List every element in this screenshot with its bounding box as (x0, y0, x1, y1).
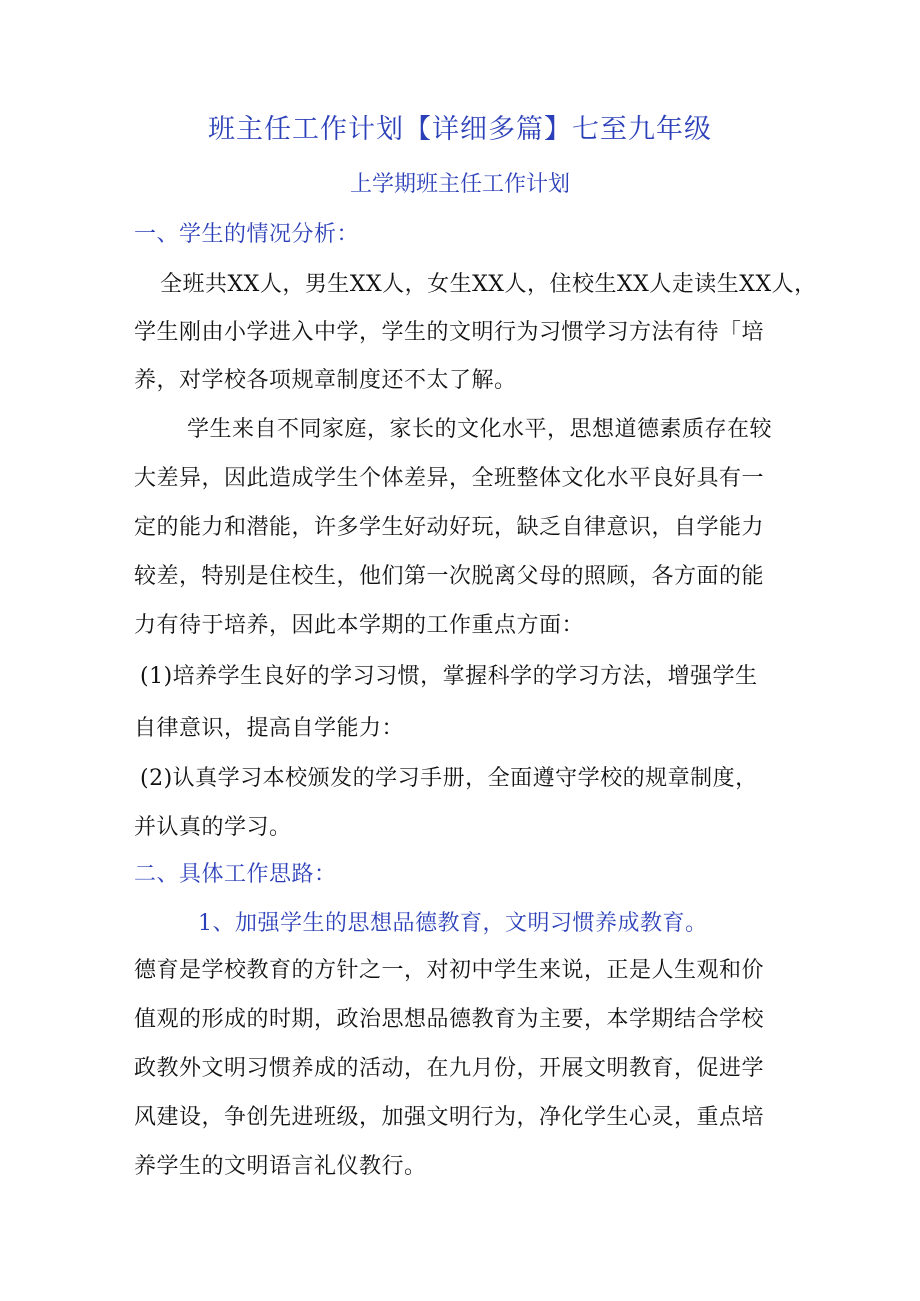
paragraph-2-line-4: 较差，特别是住校生，他们第一次脱离父母的照顾，各方面的能 (134, 564, 765, 589)
paragraph-3-line-1: 德育是学校教育的方针之一，对初中学生来说，正是人生观和价 (134, 958, 765, 983)
subsection-heading-1: 1、加强学生的思想品德教育，文明习惯养成教育。 (198, 911, 708, 936)
document-subtitle: 上学期班主任工作计划 (349, 172, 570, 197)
paragraph-3-line-5: 养学生的文明语言礼仪教行。 (134, 1154, 427, 1179)
paragraph-1-line-3: 养，对学校各项规章制度还不太了解。 (134, 368, 517, 393)
paragraph-2-line-2: 大差异，因此造成学生个体差异，全班整体文化水平良好具有一 (134, 466, 765, 491)
paragraph-1-line-1: 全班共XX人，男生XX人，女生XX人，住校生XX人走读生XX人， (160, 272, 817, 297)
paragraph-1-line-2: 学生刚由小学进入中学，学生的文明行为习惯学习方法有待「培 (134, 320, 765, 345)
paragraph-2-line-5: 力有待于培养，因此本学期的工作重点方面： (134, 613, 585, 638)
paragraph-2-line-3: 定的能力和潜能，许多学生好动好玩，缺乏自律意识，自学能力 (134, 515, 765, 540)
paragraph-3-line-4: 风建设，争创先进班级，加强文明行为，净化学生心灵，重点培 (134, 1105, 765, 1130)
list-item-2-line-1: (2)认真学习本校颁发的学习手册，全面遵守学校的规章制度， (140, 766, 758, 791)
paragraph-3-line-3: 政教外文明习惯养成的活动，在九月份，开展文明教育，促进学 (134, 1056, 765, 1081)
section-heading-1: 一、学生的情况分析： (134, 222, 360, 247)
document-title: 班主任工作计划【详细多篇】七至九年级 (208, 114, 712, 145)
section-heading-2: 二、具体工作思路： (134, 862, 337, 887)
paragraph-3-line-2: 值观的形成的时期，政治思想品德教育为主要，本学期结合学校 (134, 1007, 765, 1032)
paragraph-2-line-1: 学生来自不同家庭，家长的文化水平，思想道德素质存在较 (187, 417, 773, 442)
list-item-1-line-1: (1)培养学生良好的学习习惯，掌握科学的学习方法，增强学生 (140, 664, 758, 689)
list-item-1-line-2: 自律意识，提高自学能力： (134, 716, 405, 741)
list-item-2-line-2: 并认真的学习。 (134, 815, 292, 840)
